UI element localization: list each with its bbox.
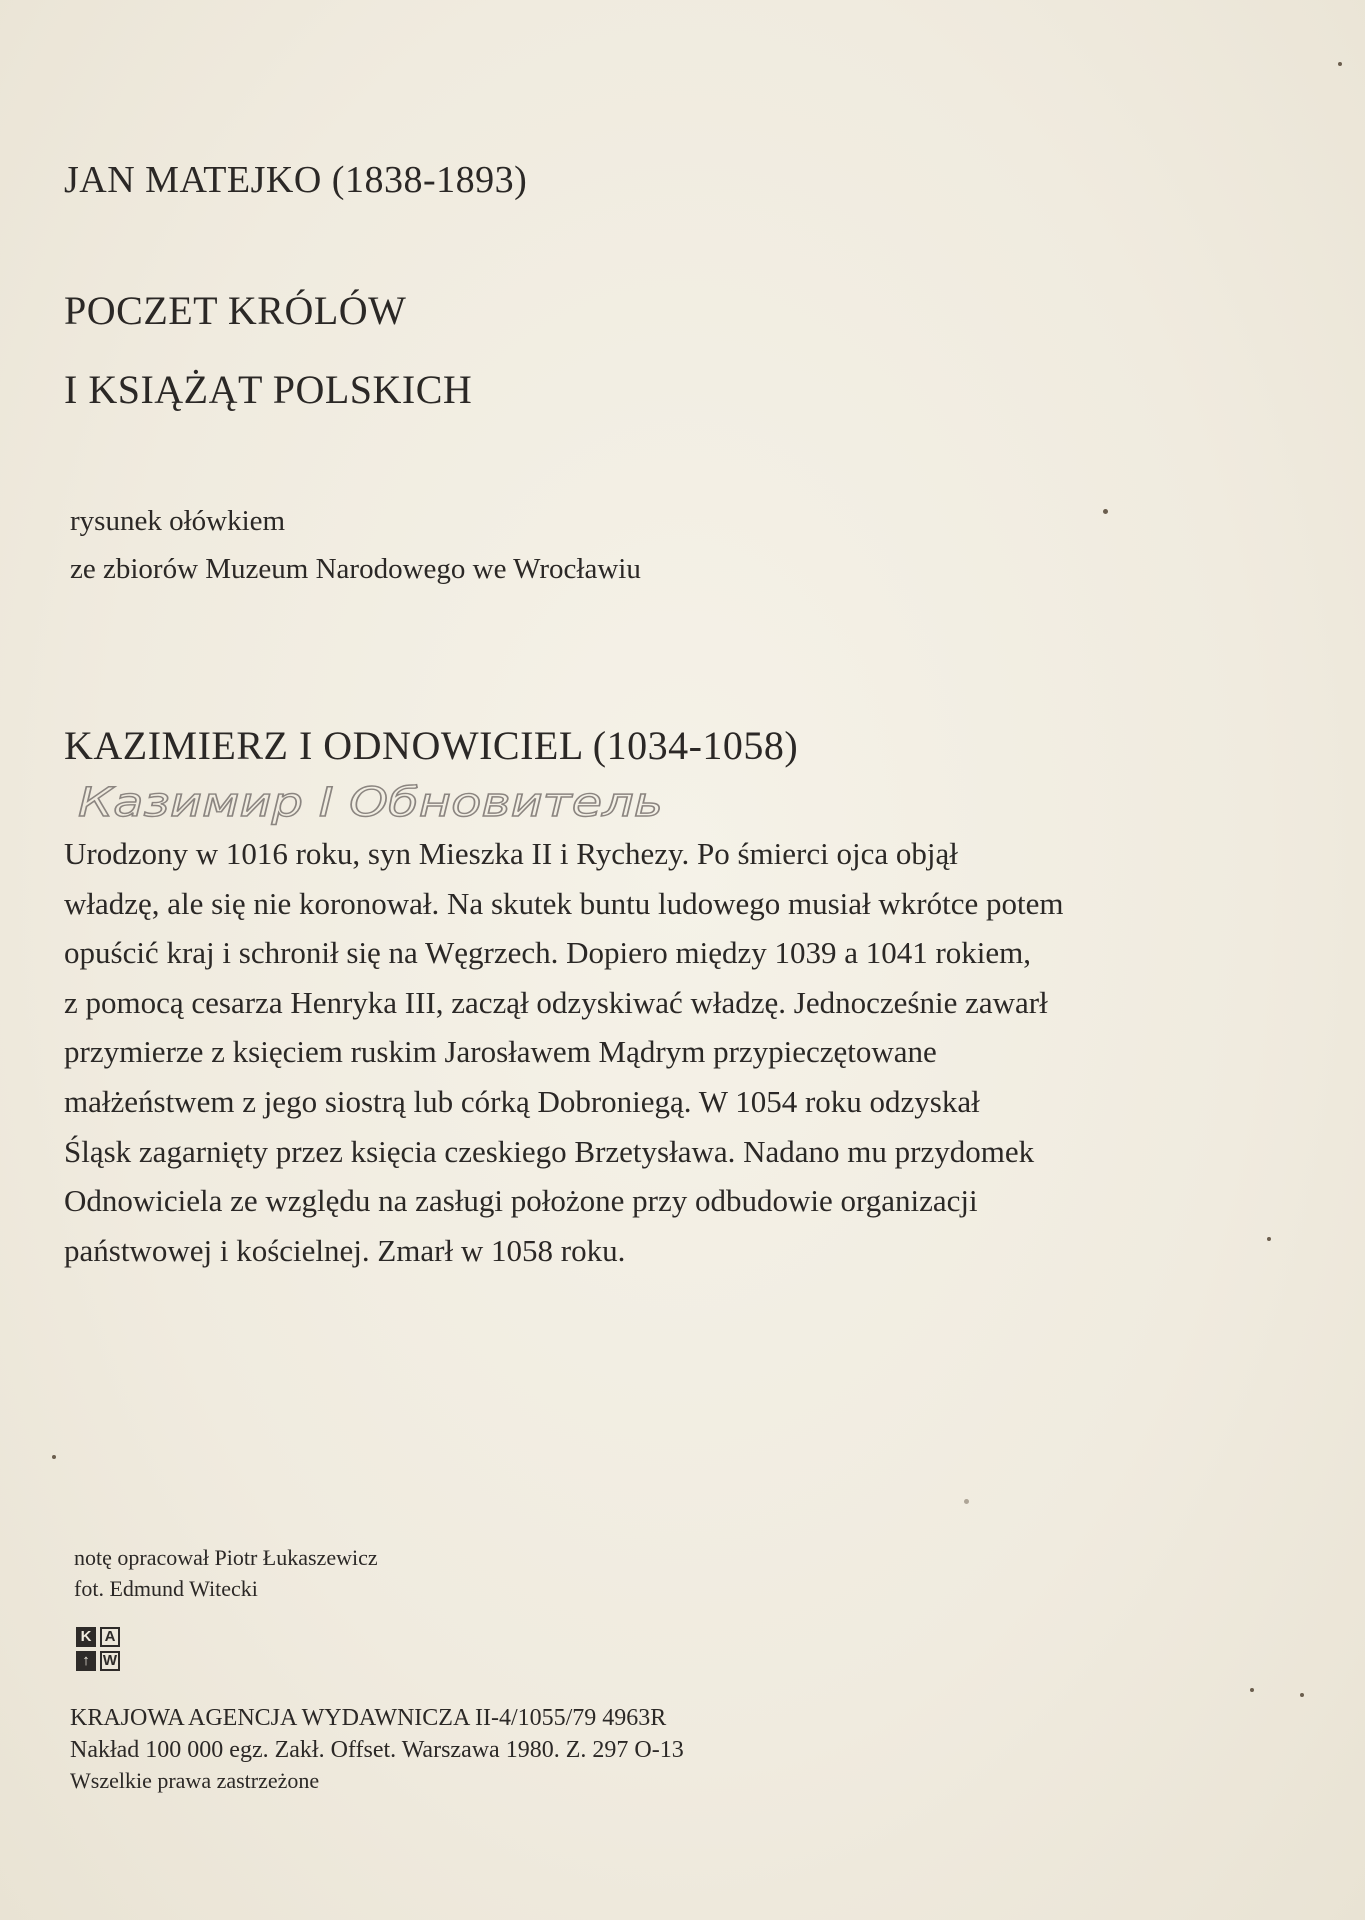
publisher-logo	[76, 1627, 126, 1677]
paper-speck	[964, 1499, 969, 1504]
logo-cell-arrow: ↑	[76, 1651, 96, 1671]
logo-cell-w: W	[100, 1651, 120, 1671]
title-line-2: I KSIĄŻĄT POLSKICH	[64, 367, 473, 412]
paper-speck	[1338, 62, 1342, 66]
imprint-publisher: KRAJOWA AGENCJA WYDAWNICZA II-4/1055/79 4963R	[70, 1705, 667, 1731]
paper-speck	[52, 1455, 56, 1459]
body-line: Urodzony w 1016 roku, syn Mieszka II i Rychezy. Po śmierci ojca objął	[64, 836, 958, 871]
paper-speck	[1250, 1688, 1254, 1692]
handwritten-annotation	[76, 772, 676, 832]
logo-cell-k: K	[76, 1627, 96, 1647]
logo-cell-a: A	[100, 1627, 120, 1647]
body-line: państwowej i kościelnej. Zmarł w 1058 roku.	[64, 1232, 626, 1268]
handwritten-annotation-text: Казимир I Обновитель	[78, 780, 663, 826]
body-line: władzę, ale się nie koronował. Na skutek buntu ludowego musiał wkrótce potem	[64, 885, 1064, 921]
section-heading: KAZIMIERZ I ODNOWICIEL (1034-1058)	[64, 723, 799, 768]
paper-speck	[1300, 1693, 1304, 1697]
subtitle-line-1: rysunek ołówkiem	[70, 505, 286, 537]
imprint-print-run: Nakład 100 000 egz. Zakł. Offset. Warszawa 1980. Z. 297 O-13	[70, 1737, 684, 1763]
credit-photo: fot. Edmund Witecki	[74, 1576, 258, 1601]
author-line: JAN MATEJKO (1838-1893)	[64, 159, 528, 201]
credit-note: notę opracował Piotr Łukaszewicz	[74, 1545, 378, 1570]
body-line: z pomocą cesarza Henryka III, zaczął odzyskiwać władzę. Jednocześnie zawarł	[64, 984, 1048, 1020]
body-line: opuścić kraj i schronił się na Węgrzech. Dopiero między 1039 a 1041 rokiem,	[64, 935, 1032, 971]
subtitle-line-2: ze zbiorów Muzeum Narodowego we Wrocławiu	[70, 553, 641, 585]
body-line: Śląsk zagarnięty przez księcia czeskiego Brzetysława. Nadano mu przydomek	[64, 1133, 1035, 1169]
paper-speck	[1267, 1237, 1271, 1241]
imprint-rights: Wszelkie prawa zastrzeżone	[70, 1768, 320, 1793]
biography-text	[64, 829, 1224, 1275]
paper-speck	[1103, 509, 1108, 514]
body-line: Odnowiciela ze względu na zasługi położone przy odbudowie organizacji	[64, 1183, 978, 1219]
body-line: małżeństwem z jego siostrą lub córką Dobroniegą. W 1054 roku odzyskał	[64, 1083, 980, 1119]
body-line: przymierze z księciem ruskim Jarosławem Mądrym przypieczętowane	[64, 1034, 937, 1070]
title-line-1: POCZET KRÓLÓW	[64, 288, 407, 333]
